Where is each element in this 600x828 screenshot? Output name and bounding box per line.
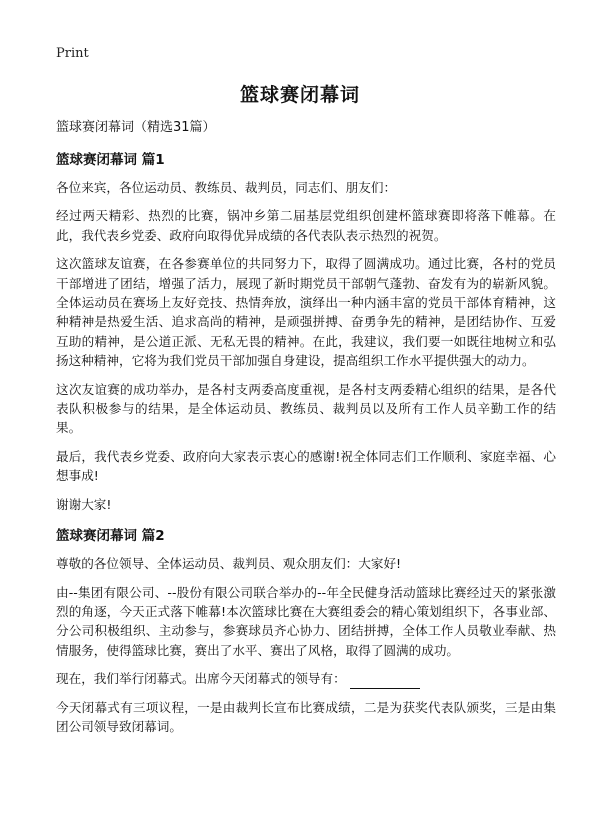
fill-in-blank [350, 675, 420, 689]
paragraph: 这次篮球友谊赛，在各参赛单位的共同努力下，取得了圆满成功。通过比赛，各村的党员干部增进了团结，增强了活力，展现了新时期党员干部朝气蓬勃、奋发有为的崭新风貌。全体运动员在赛场上友好竞技、热情奔放，演绎出一种内涵丰富的党员干部体育精神，这种精神是热爱生活、追求高尚的精神，是顽强拼搏、奋勇争先的精神，是团结协作、互爱互助的精神，是公道正派、无私无畏的精神。在此，我建议，我们要一如既往地树立和弘扬这种精神，它将为我们党员干部加强自身建设，提高组织工作水平提供强大的动力。 [56, 256, 556, 369]
section-1 [56, 150, 556, 514]
paragraph: 尊敬的各位领导、全体运动员、裁判员、观众朋友们：大家好! [56, 556, 402, 572]
paragraph: 今天闭幕式有三项议程，一是由裁判长宣布比赛成绩，二是为获奖代表队颁奖，三是由集团公司领导致闭幕词。 [56, 699, 556, 734]
section-2 [56, 526, 556, 736]
paragraph: 各位来宾，各位运动员、教练员、裁判员，同志们、朋友们： [56, 180, 397, 195]
paragraph-announce [56, 669, 556, 688]
announce-text: 现在，我们举行闭幕式。出席今天闭幕式的领导有： [56, 671, 346, 687]
paragraph: 最后，我代表乡党委、政府向大家表示衷心的感谢!祝全体同志们工作顺利、家庭幸福、心想事成! [56, 448, 556, 484]
document-subtitle: 篮球赛闭幕词（精选31篇） [56, 120, 216, 135]
section-heading: 篮球赛闭幕词 篇2 [56, 528, 165, 545]
document-body [56, 118, 556, 745]
paragraph: 谢谢大家! [56, 496, 112, 512]
page-title: 篮球赛闭幕词 [239, 84, 360, 106]
paragraph: 这次友谊赛的成功举办，是各村支两委高度重视，是各村支两委精心组织的结果，是各代表队积极参与的结果，是全体运动员、教练员、裁判员以及所有工作人员辛勤工作的结果。 [56, 381, 556, 436]
section-heading: 篮球赛闭幕词 篇1 [56, 152, 165, 168]
paragraph: 由--集团有限公司、--股份有限公司联合举办的--年全民健身活动篮球比赛经过天的紧张激烈的角逐，今天正式落下帷幕!本次篮球比赛在大赛组委会的精心策划组织下，各事业部、分公司积极组织、主动参与，参赛球员齐心协力、团结拼搏，全体工作人员敬业奉献、热情服务，使得篮球比赛，赛出了水平、赛出了风格，取得了圆满的成功。 [56, 584, 556, 658]
paragraph: 经过两天精彩、热烈的比赛，锅冲乡第二届基层党组织创建杯篮球赛即将落下帷幕。在此，我代表乡党委、政府向取得优异成绩的各代表队表示热烈的祝贺。 [56, 208, 556, 243]
print-link[interactable]: Print [56, 46, 89, 61]
